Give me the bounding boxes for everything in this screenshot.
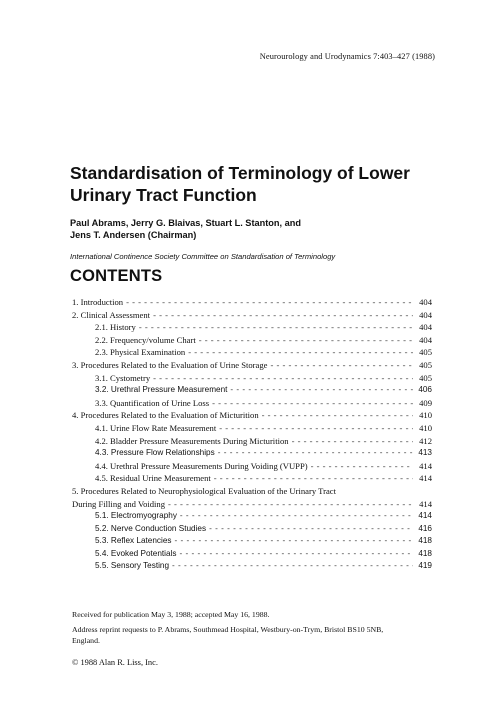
authors-line-2: Jens T. Andersen (Chairman) [70, 230, 197, 240]
toc-dot-leader [180, 511, 413, 520]
toc-entry-label: 3.1. Cystometry [95, 372, 151, 383]
toc-dot-leader [218, 448, 413, 457]
authors-line-1: Paul Abrams, Jerry G. Blaivas, Stuart L. Stanton, and [70, 218, 301, 228]
toc-entry-label: 4.5. Residual Urine Measurement [95, 473, 211, 484]
toc-dot-leader [168, 499, 413, 509]
toc-entry [72, 360, 432, 373]
toc-entry [72, 499, 432, 512]
received-note: Received for publication May 3, 1988; accepted May 16, 1988. [72, 610, 270, 619]
toc-entry-page: 413 [418, 448, 432, 458]
toc-entry-label: 3. Procedures Related to the Evaluation of Urine Storage [72, 359, 268, 370]
toc-entry-label: 2.1. History [95, 322, 136, 333]
toc-entry [72, 335, 432, 348]
toc-entry-page: 418 [418, 536, 432, 546]
toc-dot-leader [179, 549, 413, 558]
toc-entry [72, 473, 432, 486]
toc-entry-page: 406 [418, 385, 432, 395]
toc-entry-label: 2. Clinical Assessment [72, 309, 151, 320]
reprint-address [72, 625, 442, 646]
toc-entry-page: 414 [418, 511, 432, 521]
toc-entry-page: 412 [419, 435, 432, 446]
toc-dot-leader [153, 373, 413, 383]
toc-entry-label: During Filling and Voiding [72, 498, 166, 509]
toc-entry-label: 5.2. Nerve Conduction Studies [95, 523, 207, 533]
article-title [70, 162, 430, 206]
toc-entry-label: 5.3. Reflex Latencies [95, 536, 172, 546]
contents-heading: CONTENTS [70, 267, 163, 285]
toc-dot-leader [174, 536, 413, 545]
toc-entry-page: 405 [419, 359, 432, 370]
journal-citation: Neurourology and Urodynamics 7:403–427 (1988) [259, 52, 435, 61]
toc-dot-leader [230, 385, 413, 394]
toc-entry [72, 398, 432, 411]
toc-dot-leader [126, 297, 413, 307]
toc-dot-leader [199, 335, 413, 345]
reprint-line-2: England. [72, 635, 100, 645]
copyright-notice: © 1988 Alan R. Liss, Inc. [72, 658, 158, 667]
author-list [70, 217, 430, 241]
toc-entry-page: 405 [419, 347, 432, 358]
toc-entry-label: 5.5. Sensory Testing [95, 561, 170, 571]
toc-dot-leader [212, 398, 413, 408]
toc-entry-label: 4.4. Urethral Pressure Measurements During Voiding (VUPP) [95, 460, 308, 471]
toc-entry-label: 4. Procedures Related to the Evaluation of Micturition [72, 410, 259, 421]
toc-entry-page: 416 [418, 523, 432, 533]
toc-entry [72, 561, 432, 574]
committee-affiliation: International Continence Society Committee on Standardisation of Terminology [70, 252, 336, 261]
toc-entry-label: 5.1. Electromyography [95, 511, 177, 521]
toc-entry [72, 322, 432, 335]
toc-entry-page: 419 [418, 561, 432, 571]
toc-entry [72, 536, 432, 549]
toc-entry-page: 409 [419, 397, 432, 408]
title-line-2: Urinary Tract Function [70, 185, 257, 205]
toc-entry-label: 2.2. Frequency/volume Chart [95, 334, 196, 345]
toc-entry [72, 373, 432, 386]
toc-entry [72, 436, 432, 449]
toc-entry-label: 3.3. Quantification of Urine Loss [95, 397, 210, 408]
toc-entry-label: 4.1. Urine Flow Rate Measurement [95, 422, 217, 433]
toc-entry [72, 511, 432, 524]
toc-entry [72, 549, 432, 562]
toc-entry-page: 410 [419, 410, 432, 421]
toc-entry [72, 310, 432, 323]
toc-entry-label: 5.4. Evoked Potentials [95, 548, 177, 558]
toc-entry [72, 423, 432, 436]
toc-entry [72, 448, 432, 461]
toc-dot-leader [172, 561, 413, 570]
toc-entry-label: 3.2. Urethral Pressure Measurement [95, 385, 228, 395]
toc-dot-leader [219, 423, 413, 433]
table-of-contents [72, 297, 432, 574]
toc-dot-leader [262, 410, 413, 420]
toc-dot-leader [311, 461, 413, 471]
toc-entry-page: 404 [419, 322, 432, 333]
toc-dot-leader [209, 524, 413, 533]
toc-entry [72, 385, 432, 398]
toc-entry-page: 410 [419, 422, 432, 433]
toc-entry [72, 524, 432, 537]
toc-entry-page: 404 [419, 309, 432, 320]
toc-entry [72, 486, 432, 499]
toc-entry-label: 4.2. Bladder Pressure Measurements During Micturition [95, 435, 289, 446]
toc-entry [72, 347, 432, 360]
title-line-1: Standardisation of Terminology of Lower [70, 163, 410, 183]
toc-dot-leader [153, 310, 413, 320]
toc-entry-page: 414 [419, 460, 432, 471]
toc-dot-leader [139, 322, 413, 332]
toc-entry [72, 410, 432, 423]
reprint-line-1: Address reprint requests to P. Abrams, Southmead Hospital, Westbury-on-Trym, Bristol BS10 5NB, [72, 625, 384, 634]
toc-entry [72, 461, 432, 474]
toc-entry-label: 2.3. Physical Examination [95, 347, 186, 358]
toc-entry-page: 404 [419, 334, 432, 345]
toc-entry-label: 5. Procedures Related to Neurophysiological Evaluation of the Urinary Tract [72, 485, 336, 496]
toc-dot-leader [214, 473, 413, 483]
toc-entry-page: 405 [419, 372, 432, 383]
toc-entry-label: 4.3. Pressure Flow Relationships [95, 448, 215, 458]
toc-entry-page: 414 [419, 473, 432, 484]
toc-entry-page: 418 [418, 548, 432, 558]
toc-dot-leader [188, 347, 413, 357]
toc-entry-label: 1. Introduction [72, 297, 124, 307]
toc-entry-page: 414 [419, 498, 432, 509]
toc-entry [72, 297, 432, 310]
toc-dot-leader [292, 436, 413, 446]
toc-dot-leader [270, 360, 413, 370]
toc-entry-page: 404 [419, 297, 432, 307]
